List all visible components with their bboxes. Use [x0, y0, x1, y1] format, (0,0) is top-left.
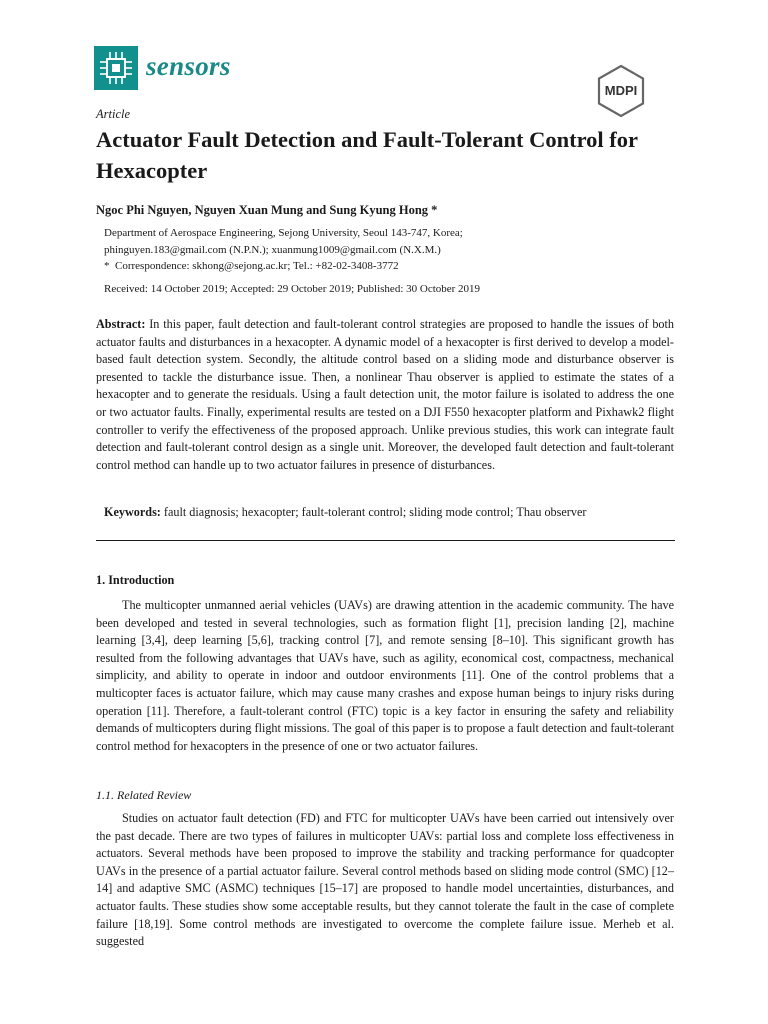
subsection-heading-related-review: 1.1. Related Review [96, 788, 192, 802]
correspondence-line [104, 258, 463, 275]
related-review-paragraph: Studies on actuator fault detection (FD) and FTC for multicopter UAVs have been carried out intensively over the past decade. There are two types of failures in multicopter UAVs: partial loss and complete loss effectiveness in actuators. Several methods have been proposed to improve the stability and tracking performance for quadcopter UAVs in the presence of a partial actuator failure. Several control methods based on sliding mode control (SMC) [12–14] and adaptive SMC (ASMC) techniques [15–17] are proposed to handle model uncertainties, disturbances, and actuator faults. These studies show some acceptable results, but they cannot tolerate the fault in the case of complete failure [18,19]. Some control methods are investigated to overcome the complete failure issue. Merheb et al. suggested [96, 811, 674, 949]
keywords-text: fault diagnosis; hexacopter; fault-tolerant control; sliding mode control; Thau observer [163, 505, 587, 519]
publication-dates: Received: 14 October 2019; Accepted: 29 October 2019; Published: 30 October 2019 [104, 283, 481, 295]
article-type: Article [96, 107, 131, 121]
journal-name: sensors [146, 51, 231, 81]
correspondence-marker: * [104, 260, 110, 272]
abstract [96, 316, 674, 474]
keywords [104, 505, 586, 520]
author-list: Ngoc Phi Nguyen, Nguyen Xuan Mung and Sung Kyung Hong * [96, 203, 438, 217]
affiliation-line: Department of Aerospace Engineering, Sejong University, Seoul 143-747, Korea; [104, 227, 463, 239]
abstract-text: In this paper, fault detection and fault-tolerant control strategies are proposed to handle the issues of both actuator faults and disturbances in a hexacopter. A dynamic model of a hexacopter is first derived to develop a model-based fault detection system. Secondly, the altitude control based on a sliding mode and disturbance observer is presented to tackle the disturbance issue. Then, a nonlinear Thau observer is applied to estimate the states of a hexacopter and to generate the residuals. Using a fault detection unit, the motor failure is isolated to address the one or two actuator faults. Finally, experimental results are tested on a DJI F550 hexacopter platform and Pixhawk2 flight controller to verify the effectiveness of the proposed approach. Unlike previous studies, this work can integrate fault detection and fault-tolerant control design as a single unit. Moreover, the developed fault detection and fault-tolerant control method can handle up to two actuator failures in presence of disturbances. [96, 317, 674, 472]
journal-logo-icon [94, 46, 138, 90]
intro-paragraph: The multicopter unmanned aerial vehicles (UAVs) are drawing attention in the academic community. The have been developed and tested in several technologies, such as formation flight [1], precision landing [2], machine learning [3,4], deep learning [5,6], tracking control [7], and remote sensing [8–10]. This significant growth has resulted from the following advantages that UAVs have, such as agility, economical cost, compactness, mechanical simplicity, and ability to operate in indoor and outdoor environments [11]. One of the control problems that a multicopter faces is actuator failure, which may cause many crashes and expose human beings to injury risks during operation [11]. Therefore, a fault-tolerant control (FTC) topic is a key factor in ensuring the safety and reliability demands of multicopters during flight missions. The goal of this paper is to propose a fault detection and fault-tolerant control method for hexacopters in the presence of one or two actuator failures. [96, 598, 674, 753]
section-heading-introduction: 1. Introduction [96, 573, 175, 587]
paper-title: Actuator Fault Detection and Fault-Tolerant Control for Hexacopter [96, 127, 638, 183]
keywords-label: Keywords: [104, 505, 161, 519]
affiliation-emails: phinguyen.183@gmail.com (N.P.N.); xuanmung1009@gmail.com (N.X.M.) [104, 243, 441, 256]
mdpi-logo-icon [594, 64, 648, 118]
affiliation-block [104, 225, 463, 275]
correspondence-text: Correspondence: skhong@sejong.ac.kr; Tel.: +82-02-3408-3772 [115, 260, 399, 272]
abstract-label: Abstract: [96, 317, 146, 331]
section-divider [96, 540, 675, 541]
publisher-name: MDPI [604, 83, 638, 98]
